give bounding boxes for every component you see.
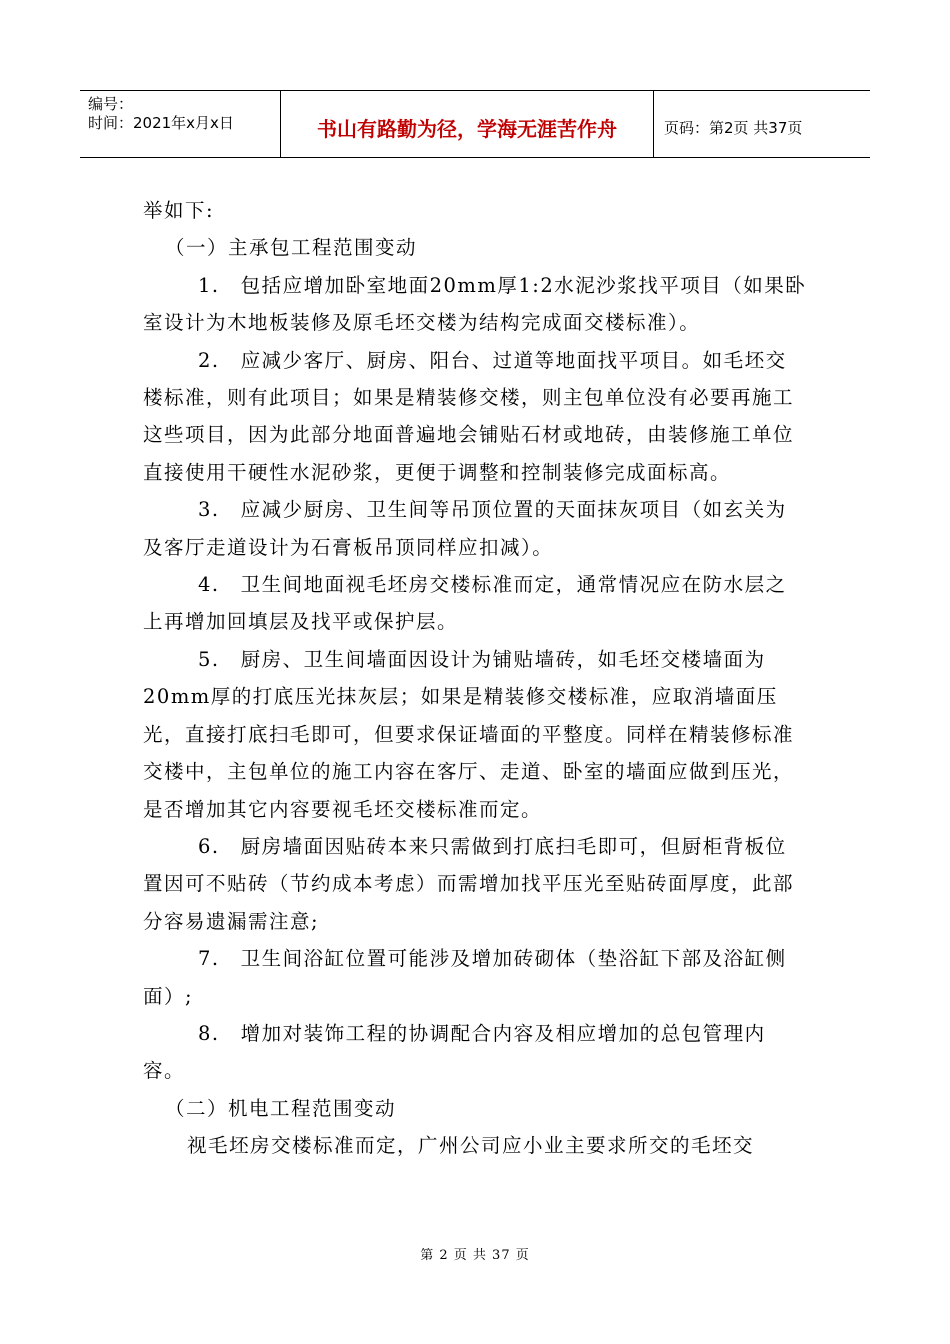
- list-item-6: 6. 厨房墙面因贴砖本来只需做到打底扫毛即可，但厨柜背板位置因可不贴砖（节约成本考虑）而需增加找平压光至贴砖面厚度，此部分容易遗漏需注意;: [143, 834, 795, 933]
- list-item-3: 3. 应减少厨房、卫生间等吊顶位置的天面抹灰项目（如玄关为及客厅走道设计为石膏板吊顶同样应扣减）。: [143, 498, 787, 559]
- list-item-8: 8. 增加对装饰工程的协调配合内容及相应增加的总包管理内容。: [143, 1021, 766, 1083]
- list-item-7: 7. 卫生间浴缸位置可能涉及增加砖砌体（垫浴缸下部及浴缸侧面）;: [143, 947, 787, 1008]
- list-item-4: 4. 卫生间地面视毛坯房交楼标准而定，通常情况应在防水层之上再增加回填层及找平或保护层。: [143, 573, 787, 634]
- list-item-1: 1. 包括应增加卧室地面20mm厚1:2水泥沙浆找平项目（如果卧室设计为木地板装修及原毛坯交楼为结构完成面交楼标准）。: [143, 273, 807, 335]
- section-heading-main-contract: （一）主承包工程范围变动: [165, 236, 418, 260]
- list-item-2: 2. 应减少客厅、厨房、阳台、过道等地面找平项目。如毛坯交楼标准，则有此项目；如果是精装修交楼，则主包单位没有必要再施工这些项目，因为此部分地面普遍地会铺贴石材或地砖，由装修施工单位直接使用干硬性水泥砂浆，更便于调整和控制装修完成面标高。: [143, 348, 795, 484]
- header-motto: 书山有路勤为径，学海无涯苦作舟: [281, 91, 654, 157]
- list-item-5: 5. 厨房、卫生间墙面因设计为铺贴墙砖，如毛坯交楼墙面为20mm厚的打底压光抹灰层；如果是精装修交楼标准，应取消墙面压光，直接打底扫毛即可，但要求保证墙面的平整度。同样在精装修标准交楼中，主包单位的施工内容在客厅、走道、卧室的墙面应做到压光，是否增加其它内容要视毛坯交楼标准而定。: [143, 647, 795, 821]
- page-header: [80, 90, 870, 158]
- paragraph-mep: 视毛坯房交楼标准而定，广州公司应小业主要求所交的毛坯交: [187, 1134, 755, 1158]
- section-heading-mep: （二）机电工程范围变动: [165, 1096, 397, 1120]
- header-page-info: 页码：第2页 共37页: [664, 118, 803, 137]
- document-body: [143, 192, 807, 1165]
- document-number-label: 编号：: [88, 95, 134, 113]
- page-footer: 第 2 页 共 37 页: [420, 1248, 530, 1263]
- header-meta: [80, 91, 281, 157]
- document-time-label: 时间：2021年x月x日: [88, 114, 234, 132]
- paragraph-intro: 举如下:: [143, 199, 215, 222]
